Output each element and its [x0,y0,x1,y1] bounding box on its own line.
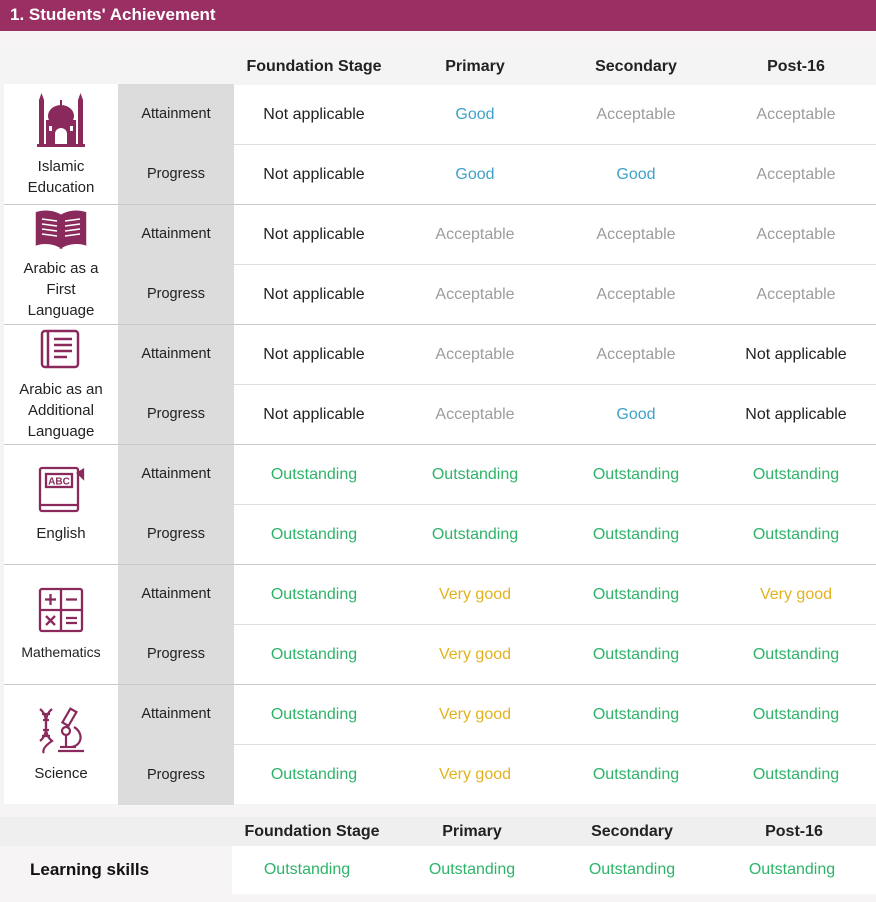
open-book-icon [33,208,89,258]
row-label-progress: Progress [118,744,234,805]
grade-cell-secondary: Good [616,165,656,183]
grade-row [234,625,876,684]
grade-cell-post16: Acceptable [756,285,836,303]
grade-row [234,85,876,144]
grade-cell-primary: Acceptable [435,345,515,363]
grade-cell-post16: Very good [759,585,833,603]
dna-microscope-icon [36,705,86,763]
grade-cell-secondary: Outstanding [592,465,680,483]
abc-book-icon [37,465,85,523]
grade-cell-secondary: Outstanding [592,765,680,783]
column-header-secondary: Secondary [595,58,677,75]
grade-cell-foundation: Outstanding [270,765,358,783]
grade-cell-primary: Very good [438,705,512,723]
grade-cell-primary: Acceptable [435,285,515,303]
grade-row [234,505,876,564]
grade-cell-primary: Very good [438,585,512,603]
grade-cell-foundation: Outstanding [270,645,358,663]
grade-cell-secondary: Outstanding [592,645,680,663]
grade-cell-foundation: Not applicable [263,345,365,363]
subject-name: Mathematics [21,643,101,660]
grade-cell-post16: Outstanding [752,705,840,723]
grade-row [234,385,876,444]
grade-cell-foundation: Outstanding [270,525,358,543]
grade-cell-secondary: Outstanding [592,705,680,723]
grade-row [234,745,876,804]
ls-column-header-post16: Post-16 [765,822,823,840]
grade-cell-foundation: Not applicable [263,105,365,123]
subject-english [4,444,118,564]
subject-mathematics [4,564,118,684]
grade-cell-primary: Very good [438,765,512,783]
row-label-attainment: Attainment [118,204,234,264]
row-label-attainment: Attainment [118,84,234,144]
grade-cell-foundation: Outstanding [270,705,358,723]
ls-grade-primary: Outstanding [428,861,516,878]
svg-text:ABC: ABC [48,476,70,487]
grade-cell-foundation: Not applicable [263,165,365,183]
grade-cell-foundation: Not applicable [263,225,365,243]
grade-cell-foundation: Outstanding [270,465,358,483]
ls-grade-foundation: Outstanding [263,861,351,878]
grade-cell-post16: Outstanding [752,525,840,543]
grade-cell-post16: Not applicable [745,405,847,423]
subject-name: Science [34,764,88,782]
row-label-progress: Progress [118,504,234,564]
grade-cell-post16: Outstanding [752,765,840,783]
subject-arabic-additional-language [4,324,118,444]
subject-science [4,684,118,804]
grade-cell-secondary: Acceptable [596,345,676,363]
grade-cell-post16: Not applicable [745,345,847,363]
grade-cell-secondary: Outstanding [592,585,680,603]
section-title: 1. Students' Achievement [0,0,876,31]
grade-cell-foundation: Not applicable [263,405,365,423]
grade-row [234,205,876,264]
grade-row [234,265,876,324]
subject-name: Islamic Education [27,158,95,196]
grade-cell-secondary: Acceptable [596,225,676,243]
row-label-progress: Progress [118,384,234,444]
book-icon [37,327,85,379]
row-label-attainment: Attainment [118,444,234,504]
grade-cell-post16: Acceptable [756,165,836,183]
grade-row [234,565,876,624]
subject-name: Arabic as a First Language [23,259,99,319]
row-label-attainment: Attainment [118,324,234,384]
row-label-attainment: Attainment [118,564,234,624]
grade-row [234,325,876,384]
subject-arabic-first-language [4,204,118,324]
grade-cell-foundation: Outstanding [270,585,358,603]
column-header-post16: Post-16 [767,58,825,75]
grade-cell-secondary: Good [616,405,656,423]
ls-grade-secondary: Outstanding [588,861,676,878]
grade-row [234,685,876,744]
grade-cell-post16: Acceptable [756,105,836,123]
grade-cell-primary: Very good [438,645,512,663]
subject-islamic-education [4,84,118,204]
grade-cell-post16: Outstanding [752,645,840,663]
grade-cell-secondary: Acceptable [596,105,676,123]
subject-name: Arabic as an Additional Language [19,380,103,440]
grade-cell-primary: Good [455,105,495,123]
grade-cell-primary: Outstanding [431,525,519,543]
grade-cell-primary: Acceptable [435,225,515,243]
grade-cell-post16: Acceptable [756,225,836,243]
learning-skills-row [232,846,876,894]
grade-cell-primary: Acceptable [435,405,515,423]
subject-name: English [36,524,86,542]
row-label-progress: Progress [118,264,234,324]
learning-skills-label: Learning skills [0,846,232,894]
grade-row [234,145,876,204]
column-header-foundation: Foundation Stage [246,58,382,75]
row-label-attainment: Attainment [118,684,234,744]
row-label-progress: Progress [118,144,234,204]
row-label-progress: Progress [118,624,234,684]
grade-cell-primary: Good [455,165,495,183]
grade-cell-secondary: Acceptable [596,285,676,303]
mosque-icon [36,90,86,156]
ls-column-header-secondary: Secondary [591,822,673,840]
ls-column-header-foundation: Foundation Stage [244,822,380,840]
math-operators-icon [37,586,85,642]
grade-row [234,445,876,504]
ls-column-header-primary: Primary [442,822,502,840]
grade-cell-foundation: Not applicable [263,285,365,303]
grade-cell-post16: Outstanding [752,465,840,483]
grade-cell-secondary: Outstanding [592,525,680,543]
column-header-primary: Primary [445,58,505,75]
ls-grade-post16: Outstanding [748,861,836,878]
grade-cell-primary: Outstanding [431,465,519,483]
